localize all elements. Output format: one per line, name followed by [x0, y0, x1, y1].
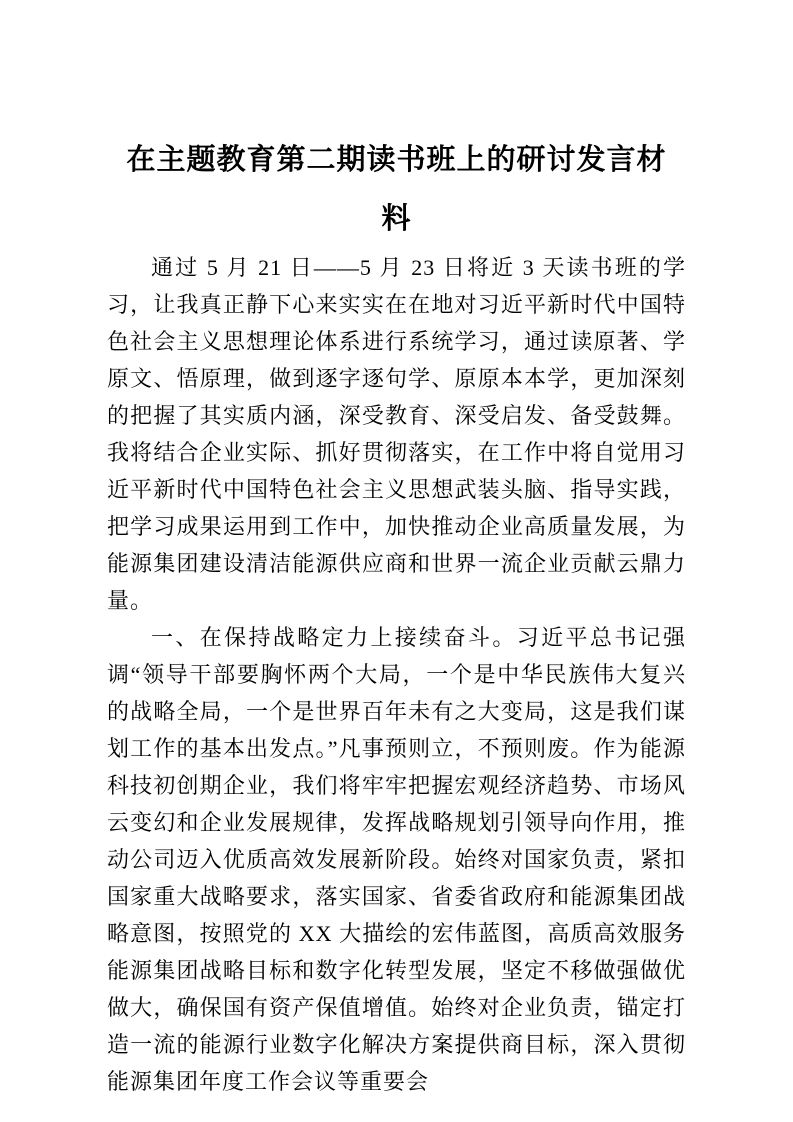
document-title: 在主题教育第二期读书班上的研讨发言材料	[126, 144, 667, 235]
paragraph-intro: 通过 5 月 21 日——5 月 23 日将近 3 天读书班的学习，让我真正静下心来实实在在地对习近平新时代中国特色社会主义思想理论体系进行系统学习，通过读原著、学原文、悟原理，做到逐字逐句学、原原本本学，更加深刻的把握了其实质内涵，深受教育、深受启发、备受鼓舞。我将结合企业实际、抓好贯彻落实，在工作中将自觉用习近平新时代中国特色社会主义思想武装头脑、指导实践，把学习成果运用到工作中，加快推动企业高质量发展，为能源集团建设清洁能源供应商和世界一流企业贡献云鼎力量。	[107, 255, 686, 613]
document-body	[107, 249, 686, 1100]
paragraph-section-one: 一、在保持战略定力上接续奋斗。习近平总书记强调“领导干部要胸怀两个大局，一个是中华民族伟大复兴的战略全局，一个是世界百年未有之大变局，这是我们谋划工作的基本出发点。”凡事预则立，不预则废。作为能源科技初创期企业，我们将牢牢把握宏观经济趋势、市场风云变幻和企业发展规律，发挥战略规划引领导向作用，推动公司迈入优质高效发展新阶段。始终对国家负责，紧扣国家重大战略要求，落实国家、省委省政府和能源集团战略意图，按照党的 XX 大描绘的宏伟蓝图，高质高效服务能源集团战略目标和数字化转型发展，坚定不移做强做优做大，确保国有资产保值增值。始终对企业负责，锚定打造一流的能源行业数字化解决方案提供商目标，深入贯彻能源集团年度工作会议等重要会	[107, 625, 686, 1094]
